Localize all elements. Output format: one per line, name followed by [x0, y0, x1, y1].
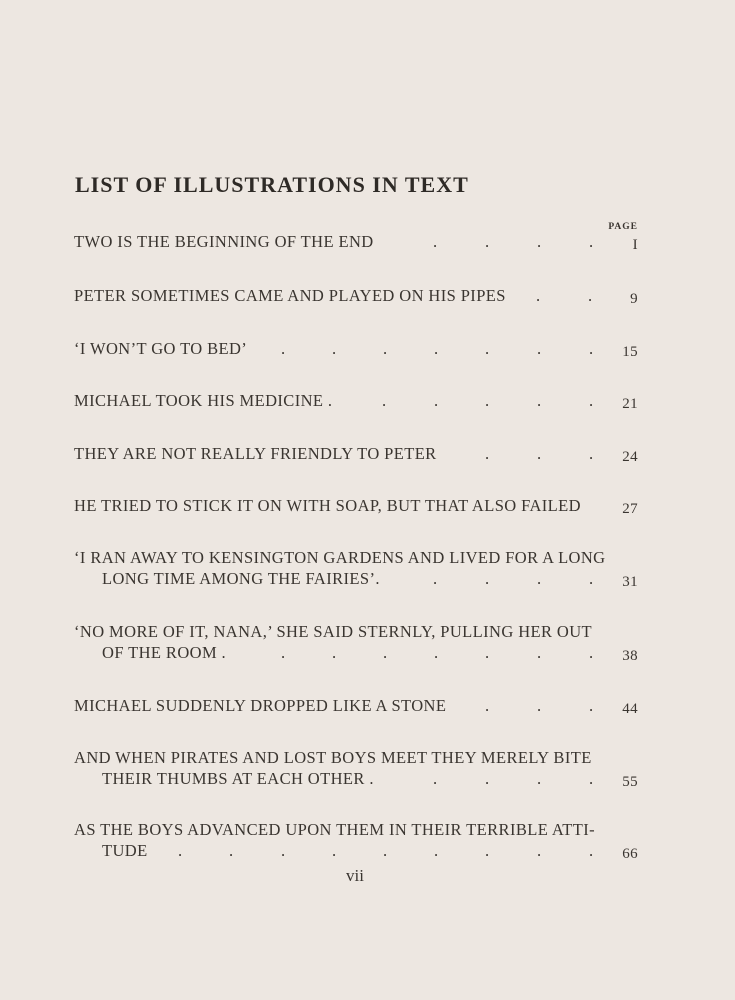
entry-caption: AND WHEN PIRATES AND LOST BOYS MEET THEY MERELY BITE: [74, 748, 592, 767]
illustration-entry: [74, 338, 638, 359]
entry-caption-continued: OF THE ROOM .: [102, 643, 227, 662]
entry-page-number: 31: [622, 574, 638, 590]
entry-page-number: 38: [622, 648, 638, 664]
entry-line: [74, 621, 638, 642]
entry-caption: PETER SOMETIMES CAME AND PLAYED ON HIS PIPES: [74, 286, 506, 305]
entry-caption: ‘I RAN AWAY TO KENSINGTON GARDENS AND LIVED FOR A LONG: [74, 548, 606, 567]
dot-leaders: . . . . . . . . .: [178, 841, 594, 860]
dot-leaders: . .: [536, 286, 593, 305]
entry-line: [74, 768, 638, 789]
entry-caption: TWO IS THE BEGINNING OF THE END: [74, 232, 374, 251]
entry-page-number: I: [632, 237, 638, 253]
dot-leaders: . . .: [485, 444, 594, 463]
illustration-entry: [74, 231, 638, 252]
entry-line: [74, 568, 638, 589]
entry-page-number: 27: [622, 501, 638, 517]
entry-page-number: 44: [622, 701, 638, 717]
dot-leaders: . . . .: [433, 769, 594, 788]
entry-line: [74, 695, 638, 716]
illustration-entry: [74, 695, 638, 716]
entry-caption: HE TRIED TO STICK IT ON WITH SOAP, BUT THAT ALSO FAILED: [74, 496, 581, 515]
entry-caption-continued: THEIR THUMBS AT EACH OTHER .: [102, 769, 374, 788]
page-title: LIST OF ILLUSTRATIONS IN TEXT: [75, 172, 469, 197]
illustration-entry: [74, 819, 638, 861]
dot-leaders: . . .: [485, 696, 594, 715]
entry-line: [74, 390, 638, 411]
entry-line: [74, 443, 638, 464]
entry-line: [74, 547, 638, 568]
entry-line: [74, 231, 638, 252]
dot-leaders: . . . . . . .: [281, 643, 594, 662]
entry-caption-continued: LONG TIME AMONG THE FAIRIES’.: [102, 569, 380, 588]
illustration-entry: [74, 495, 638, 516]
entry-caption: AS THE BOYS ADVANCED UPON THEM IN THEIR TERRIBLE ATTI-: [74, 820, 596, 839]
dot-leaders: . . . . . . .: [281, 339, 594, 358]
entry-line: [74, 495, 638, 516]
entry-caption: MICHAEL SUDDENLY DROPPED LIKE A STONE: [74, 696, 447, 715]
entry-page-number: 21: [622, 396, 638, 412]
page-column-label: PAGE: [608, 222, 638, 232]
entry-page-number: 66: [622, 846, 638, 862]
entry-line: [74, 747, 638, 768]
entry-line: [74, 285, 638, 306]
illustration-entry: [74, 390, 638, 411]
entry-caption: ‘I WON’T GO TO BED’: [74, 339, 248, 358]
illustration-entry: [74, 547, 638, 589]
dot-leaders: . . . .: [433, 569, 594, 588]
entry-line: [74, 840, 638, 861]
entry-line: [74, 338, 638, 359]
entry-caption: MICHAEL TOOK HIS MEDICINE .: [74, 391, 333, 410]
entry-page-number: 24: [622, 449, 638, 465]
entry-caption: ‘NO MORE OF IT, NANA,’ SHE SAID STERNLY, PULLING HER OUT: [74, 622, 593, 641]
entry-line: [74, 819, 638, 840]
page-folio: vii: [346, 866, 364, 885]
illustration-entry: [74, 747, 638, 789]
illustration-entry: [74, 443, 638, 464]
entry-page-number: 9: [630, 291, 638, 307]
entry-page-number: 55: [622, 774, 638, 790]
entry-page-number: 15: [622, 344, 638, 360]
dot-leaders: . . . . .: [382, 391, 594, 410]
illustration-entry: [74, 621, 638, 663]
illustration-entry: [74, 285, 638, 306]
entry-line: [74, 642, 638, 663]
dot-leaders: . . . .: [433, 232, 594, 251]
entry-caption-continued: TUDE: [102, 841, 148, 860]
entry-caption: THEY ARE NOT REALLY FRIENDLY TO PETER: [74, 444, 437, 463]
